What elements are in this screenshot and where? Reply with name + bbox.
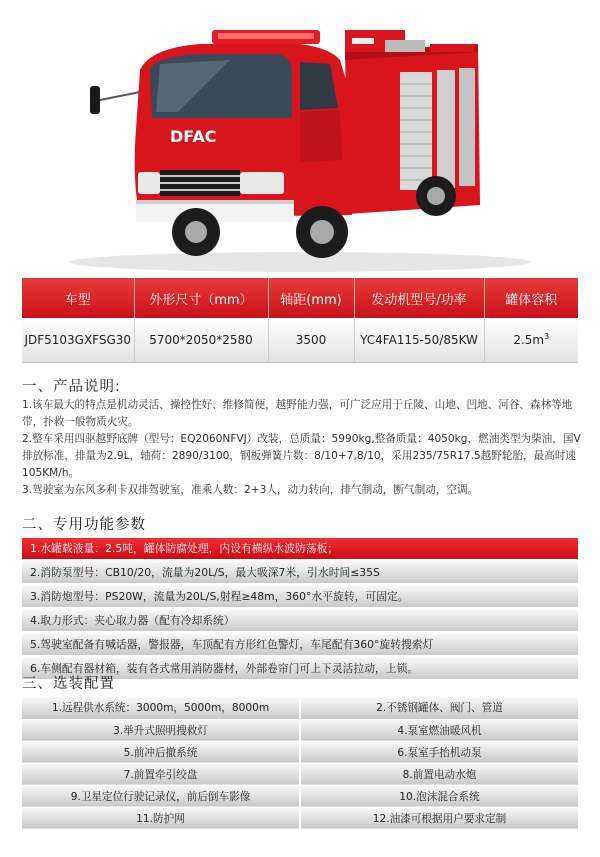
roller-shutter-doors	[400, 68, 475, 190]
option-item: 7.前置牵引绞盘	[22, 763, 300, 785]
param-row: 6.车侧配有器材箱，装有各式常用消防器材，外部卷帘门可上下灵活拉动，上锁。	[22, 658, 578, 679]
option-item: 12.油漆可根据用户要求定制	[300, 807, 578, 829]
options-row	[22, 741, 578, 763]
options-row	[22, 785, 578, 807]
param-row: 5.驾驶室配备有喊话器，警报器，车顶配有方形红色警灯，车尾配有360°旋转搜索灯	[22, 634, 578, 655]
option-item: 8.前置电动水炮	[300, 763, 578, 785]
cell-model: JDF5103GXFSG30	[22, 318, 134, 362]
function-params-list	[22, 538, 578, 682]
options-row	[22, 697, 578, 719]
header-dimensions: 外形尺寸（mm）	[134, 278, 268, 318]
options-row	[22, 763, 578, 785]
section-title-options: 三、选装配置	[22, 676, 115, 692]
option-item: 2.不锈钢罐体、阀门、管道	[300, 697, 578, 719]
product-description	[22, 397, 582, 499]
header-volume: 罐体容积	[484, 278, 578, 318]
description-paragraph-1: 1.该车最大的特点是机动灵活、操控性好、维修简便，越野能力强，可广泛应用于丘陵、山地、凹地、河谷、森林等地带，扑救一般物质火灾。	[22, 399, 573, 428]
spec-table-header	[22, 278, 578, 318]
header-engine: 发动机型号/功率	[354, 278, 484, 318]
param-row: 1.水罐载液量：2.5吨，罐体防腐处理，内设有横纵水波防荡板；	[22, 538, 578, 559]
header-wheelbase: 轴距(mm)	[268, 278, 354, 318]
options-row	[22, 807, 578, 829]
option-item: 9.卫星定位行驶记录仪，前后倒车影像	[22, 785, 300, 807]
description-paragraph-3: 3.驾驶室为东风多利卡双排驾驶室，准乘人数：2+3人，动力转向，排气制动，断气制动，空调。	[22, 484, 479, 496]
param-row: 2.消防泵型号：CB10/20，流量为20L/S，最大吸深7米，引水时间≤35S	[22, 562, 578, 583]
cell-engine: YC4FA115-50/85KW	[354, 318, 484, 362]
cell-volume	[484, 318, 578, 362]
volume-value: 2.5m	[513, 333, 545, 348]
wheel-front	[172, 208, 220, 256]
option-item: 11.防护网	[22, 807, 300, 829]
cell-dimensions: 5700*2050*2580	[134, 318, 268, 362]
option-item: 1.远程供水系统：3000m，5000m，8000m	[22, 697, 300, 719]
headlight-left	[138, 172, 160, 194]
fire-truck-illustration	[0, 0, 600, 280]
option-item: 4.泵室燃油暖风机	[300, 719, 578, 741]
option-item: 10.泡沫混合系统	[300, 785, 578, 807]
wheel-rear	[416, 176, 456, 216]
cell-wheelbase: 3500	[268, 318, 354, 362]
spec-table-row	[22, 318, 578, 362]
section-title-product-description: 一、产品说明:	[22, 379, 121, 395]
truck-image	[0, 0, 600, 280]
spec-table	[22, 278, 578, 363]
header-model: 车型	[22, 278, 134, 318]
grille-logo: DFAC	[170, 127, 217, 146]
section-title-function-params: 二、专用功能参数	[22, 517, 146, 533]
volume-unit-sup: 3	[544, 332, 550, 342]
param-row: 3.消防炮型号：PS20W，流量为20L/S,射程≥48m，360°水平旋转，可固定。	[22, 586, 578, 607]
option-item: 6.泵室手抬机动泵	[300, 741, 578, 763]
option-item: 5.前冲后撤系统	[22, 741, 300, 763]
options-row	[22, 719, 578, 741]
side-mirror	[90, 86, 100, 114]
options-table	[22, 697, 578, 830]
option-item: 3.举升式照明搜救灯	[22, 719, 300, 741]
headlight-right	[240, 172, 284, 194]
param-row: 4.取力形式：夹心取力器（配有冷却系统）	[22, 610, 578, 631]
wheel-mid	[296, 206, 348, 258]
description-paragraph-2: 2.整车采用四驱越野底牌（型号：EQ2060NFVJ）改装，总质量：5990kg,整备质量：4050kg，燃油类型为柴油，国V排放标准，排量为2.9L，轴荷：2890/3100，钢板弹簧片数：8/10+7,8/10，采用235/75R17.5越野轮胎，最高时速105KM/h。	[22, 433, 581, 479]
